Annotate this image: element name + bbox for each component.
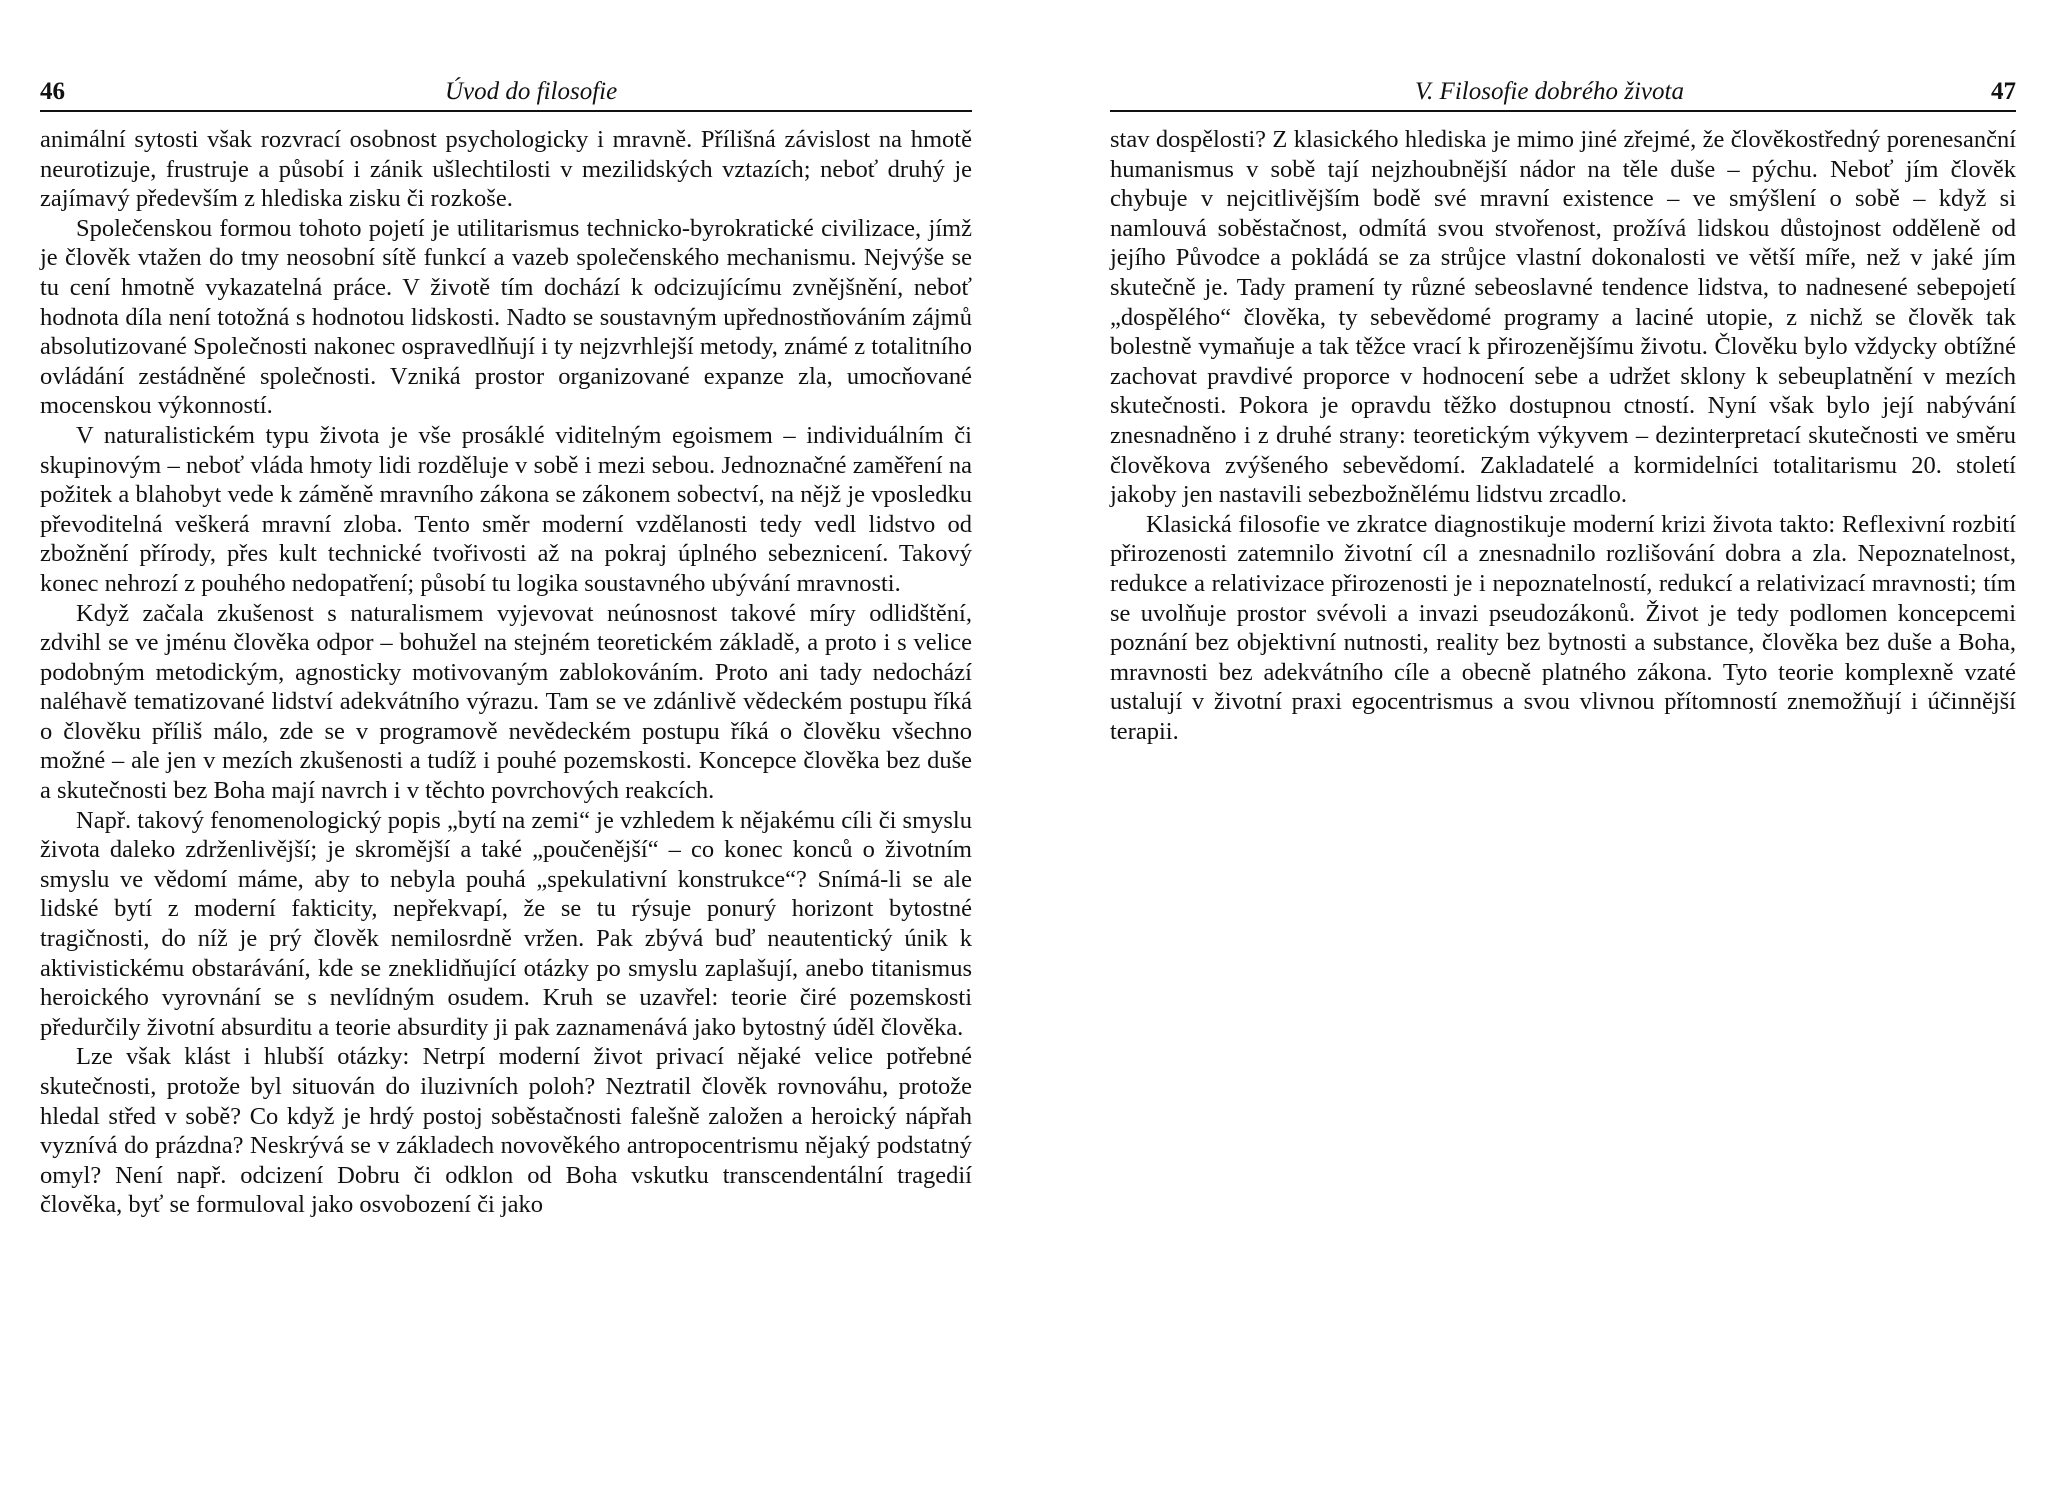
right-page-body [1110, 125, 2016, 746]
running-title: Úvod do filosofie [445, 78, 618, 105]
paragraph: V naturalistickém typu života je vše prosáklé viditelným egoismem – individuálním či skupinovým – neboť vláda hmoty lidi rozděluje v sobě i mezi sebou. Jednoznačné zaměření na požitek a blahobyt vede k záměně mravního zákona se zákonem sobectví, na nějž je vposledku převoditelná veškerá mravní zloba. Tento směr moderní vzdělanosti tedy vedl lidstvo od zbožnění přírody, přes kult technické tvořivosti až na pokraj úplného sebeznicení. Takový konec nehrozí z pouhého nedopatření; působí tu logika soustavného ubývání mravnosti. [40, 421, 972, 597]
right-page-header [1110, 74, 2016, 112]
paragraph: Např. takový fenomenologický popis „bytí na zemi“ je vzhledem k nějakému cíli či smyslu života daleko zdrženlivější; je skromější a také „poučenější“ – co konec konců o životním smyslu ve vědomí máme, aby to nebyla pouhá „spekulativní konstrukce“? Snímá-li se ale lidské bytí z moderní fakticity, nepřekvapí, že se tu rýsuje ponurý horizont bytostné tragičnosti, do níž je prý člověk nemilosrdně vržen. Pak zbývá buď neautentický únik k aktivistickému obstarávání, kde se zneklidňující otázky po smyslu zaplašují, anebo titanismus heroického vyrovnání se s nevlídným osudem. Kruh se uzavřel: teorie čiré pozemskosti předurčily životní absurditu a teorie absurdity ji pak zaznamenává jako bytostný úděl člověka. [40, 806, 972, 1041]
left-page-body [40, 125, 972, 1220]
paragraph: Klasická filosofie ve zkratce diagnostikuje moderní krizi života takto: Reflexivní rozbití přirozenosti zatemnilo životní cíl a znesnadnilo rozlišování dobra a zla. Nepoznatelnost, redukce a relativizace přirozenosti je i nepoznatelností, redukcí a relativizací mravnosti; tím se uvolňuje prostor svévoli a invazi pseudozákonů. Život je tedy podlomen koncepcemi poznání bez objektivní nutnosti, reality bez bytnosti a substance, člověka bez duše a Boha, mravnosti bez adekvátního cíle a obecně platného zákona. Tyto teorie komplexně vzaté ustalují v životní praxi egocentrismus a svou vlivnou přítomností znemožňují i účinnější terapii. [1110, 510, 2016, 745]
paragraph: Společenskou formou tohoto pojetí je utilitarismus technicko-byrokratické civilizace, jímž je člověk vtažen do tmy neosobní sítě funkcí a vazeb společenského mechanismu. Nejvýše se tu cení hmotně vykazatelná práce. V životě tím dochází k odcizujícímu zvnějšnění, neboť hodnota díla není totožná s hodnotou lidskosti. Nadto se soustavným upřednostňováním zájmů absolutizované Společnosti nakonec ospravedlňují i ty nejzvrhlejší metody, známé z totalitního ovládání zestádněné společnosti. Vzniká prostor organizované expanze zla, umocňované mocenskou výkonností. [40, 214, 972, 420]
page-number: 47 [1991, 78, 2016, 105]
paragraph: stav dospělosti? Z klasického hlediska je mimo jiné zřejmé, že člověkostředný porenesanční humanismus v sobě tají nejzhoubnější nádor na těle duše – pýchu. Neboť jím člověk chybuje v nejcitlivějším bodě své mravní existence – ve smýšlení o sobě – když si namlouvá soběstačnost, odmítá svou stvořenost, prožívá lidskou důstojnost odděleně od jejího Původce a pokládá se za strůjce vlastní dokonalosti ve větší míře, než v jaké jím skutečně je. Tady pramení ty různé sebeoslavné tendence lidstva, to nadnesené sebepojetí „dospělého“ člověka, ty sebevědomé programy a laciné utopie, z nichž se člověk tak bolestně vymaňuje a tak těžce vrací k přirozenějšímu životu. Člověku bylo vždycky obtížné zachovat pravdivé proporce v hodnocení sebe a udržet sklony k sebeuplatnění v mezích skutečnosti. Pokora je opravdu těžko dostupnou ctností. Nyní však bylo její nabývání znesnadněno i z druhé strany: teoretickým výkyvem – dezinterpretací skutečnosti ve směru člověkova zvýšeného sebevědomí. Zakladatelé a kormidelníci totalitarismu 20. století jakoby jen nastavili sebezbožnělému lidstvu zrcadlo. [1110, 126, 2016, 509]
right-page [1110, 0, 2016, 1500]
left-page [40, 0, 972, 1500]
paragraph: Lze však klást i hlubší otázky: Netrpí moderní život privací nějaké velice potřebné skutečnosti, protože byl situován do iluzivních poloh? Neztratil člověk rovnováhu, protože hledal střed v sobě? Co když je hrdý postoj soběstačnosti falešně založen a heroický nápřah vyznívá do prázdna? Neskrývá se v základech novověkého antropocentrismu nějaký podstatný omyl? Není např. odcizení Dobru či odklon od Boha vskutku transcendentální tragedií člověka, byť se formuloval jako osvobození či jako [40, 1043, 972, 1219]
running-title: V. Filosofie dobrého života [1415, 78, 1684, 105]
paragraph: Když začala zkušenost s naturalismem vyjevovat neúnosnost takové míry odlidštění, zdvihl se ve jménu člověka odpor – bohužel na stejném teoretickém základě, a proto i s velice podobným metodickým, agnosticky motivovaným zablokováním. Proto ani tady nedochází naléhavě tematizované lidství adekvátního výrazu. Tam se ve zdánlivě vědeckém postupu říká o člověku příliš málo, zde se v programově nevědeckém postupu říká o člověku všechno možné – ale jen v mezích zkušenosti a tudíž i pouhé pozemskosti. Koncepce člověka bez duše a skutečnosti bez Boha mají navrch i v těchto povrchových reakcích. [40, 599, 972, 805]
left-page-header [40, 74, 972, 112]
paragraph: animální sytosti však rozvrací osobnost psychologicky i mravně. Přílišná závislost na hmotě neurotizuje, frustruje a působí i zánik ušlechtilosti v mezilidských vztazích; neboť druhý je zajímavý především z hlediska zisku či rozkoše. [40, 126, 972, 213]
page-number: 46 [40, 78, 65, 105]
